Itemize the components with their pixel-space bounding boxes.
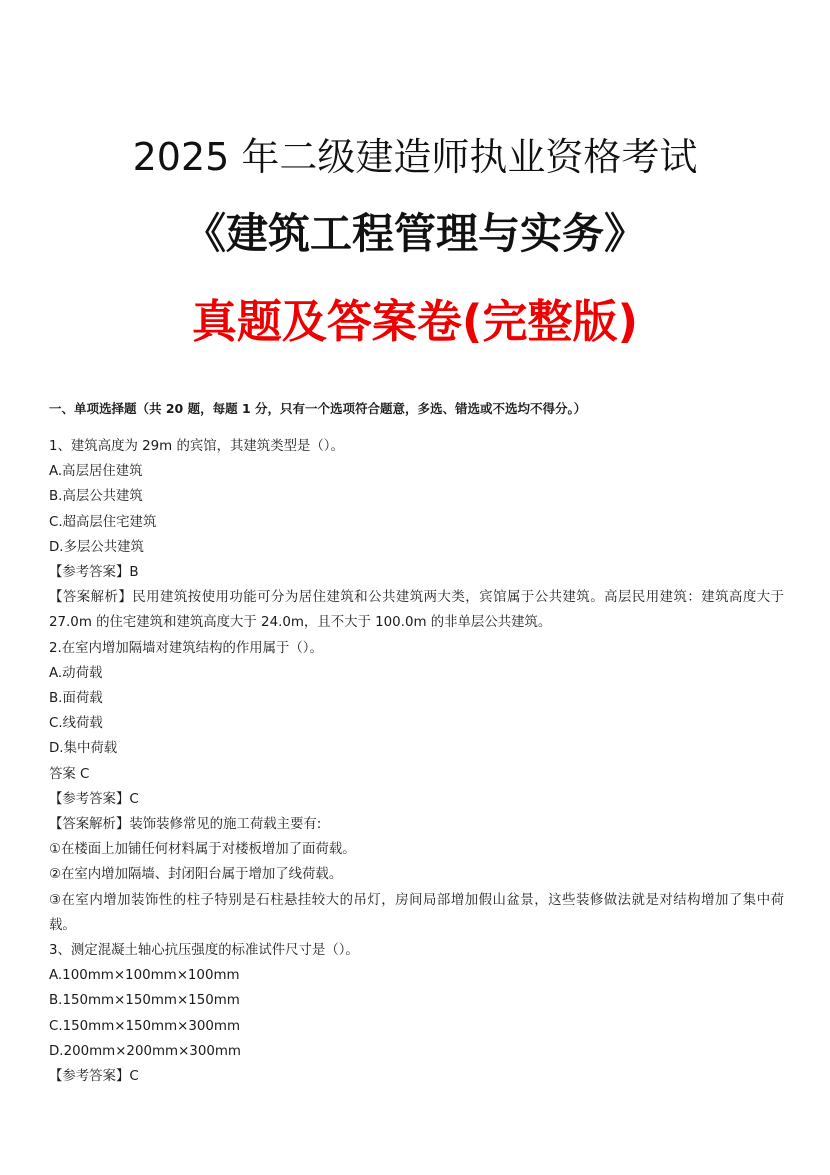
question-3-option-c: C.150mm×150mm×300mm bbox=[49, 1018, 240, 1034]
question-1-option-c: C.超高层住宅建筑 bbox=[49, 514, 157, 530]
question-3-option-b: B.150mm×150mm×150mm bbox=[49, 993, 240, 1009]
question-2-analysis-head: 【答案解析】装饰装修常见的施工荷载主要有: bbox=[49, 817, 322, 833]
question-3-answer: 【参考答案】C bbox=[49, 1069, 139, 1085]
question-1-option-d: D.多层公共建筑 bbox=[49, 539, 144, 555]
question-2-option-c: C.线荷载 bbox=[49, 716, 103, 732]
document-body bbox=[49, 398, 784, 1089]
question-2-stem: 2.在室内增加隔墙对建筑结构的作用属于（）。 bbox=[49, 640, 323, 656]
question-1-answer: 【参考答案】B bbox=[49, 565, 139, 581]
question-1-option-a: A.高层居住建筑 bbox=[49, 464, 143, 480]
question-2-analysis-item: ②在室内增加隔墙、封闭阳台属于增加了线荷载。 bbox=[49, 867, 343, 883]
exam-title: 2025 年二级建造师执业资格考试 bbox=[132, 135, 698, 179]
subject-title: 《建筑工程管理与实务》 bbox=[183, 209, 646, 258]
question-3-option-a: A.100mm×100mm×100mm bbox=[49, 968, 240, 984]
question-2-analysis-item: ③在室内增加装饰性的柱子特别是石柱悬挂较大的吊灯，房间局部增加假山盆景，这些装修做法就是对结构增加了集中荷载。 bbox=[49, 892, 784, 933]
edition-title: 真题及答案卷(完整版) bbox=[191, 295, 639, 348]
question-3-option-d: D.200mm×200mm×300mm bbox=[49, 1043, 241, 1059]
section-heading: 一、单项选择题（共 20 题，每题 1 分，只有一个选项符合题意，多选、错选或不选均不得分。） bbox=[49, 401, 587, 416]
question-2-answer: 【参考答案】C bbox=[49, 791, 139, 807]
question-2-option-b: B.面荷载 bbox=[49, 691, 103, 707]
question-2-option-a: A.动荷载 bbox=[49, 665, 103, 681]
question-2-option-d: D.集中荷载 bbox=[49, 741, 118, 757]
question-1-stem: 1、建筑高度为 29m 的宾馆，其建筑类型是（）。 bbox=[49, 439, 344, 454]
question-1-option-b: B.高层公共建筑 bbox=[49, 489, 143, 505]
question-1-analysis: 【答案解析】民用建筑按使用功能可分为居住建筑和公共建筑两大类，宾馆属于公共建筑。高层民用建筑：建筑高度大于 27.0m 的住宅建筑和建筑高度大于 24.0m，且不大于 100.0m 的非单层公共建筑。 bbox=[49, 590, 784, 631]
question-2-answer-plain: 答案 C bbox=[49, 766, 90, 782]
question-3-stem: 3、测定混凝土轴心抗压强度的标准试件尺寸是（）。 bbox=[49, 943, 359, 959]
question-2-analysis-item: ①在楼面上加铺任何材料属于对楼板增加了面荷载。 bbox=[49, 842, 356, 858]
